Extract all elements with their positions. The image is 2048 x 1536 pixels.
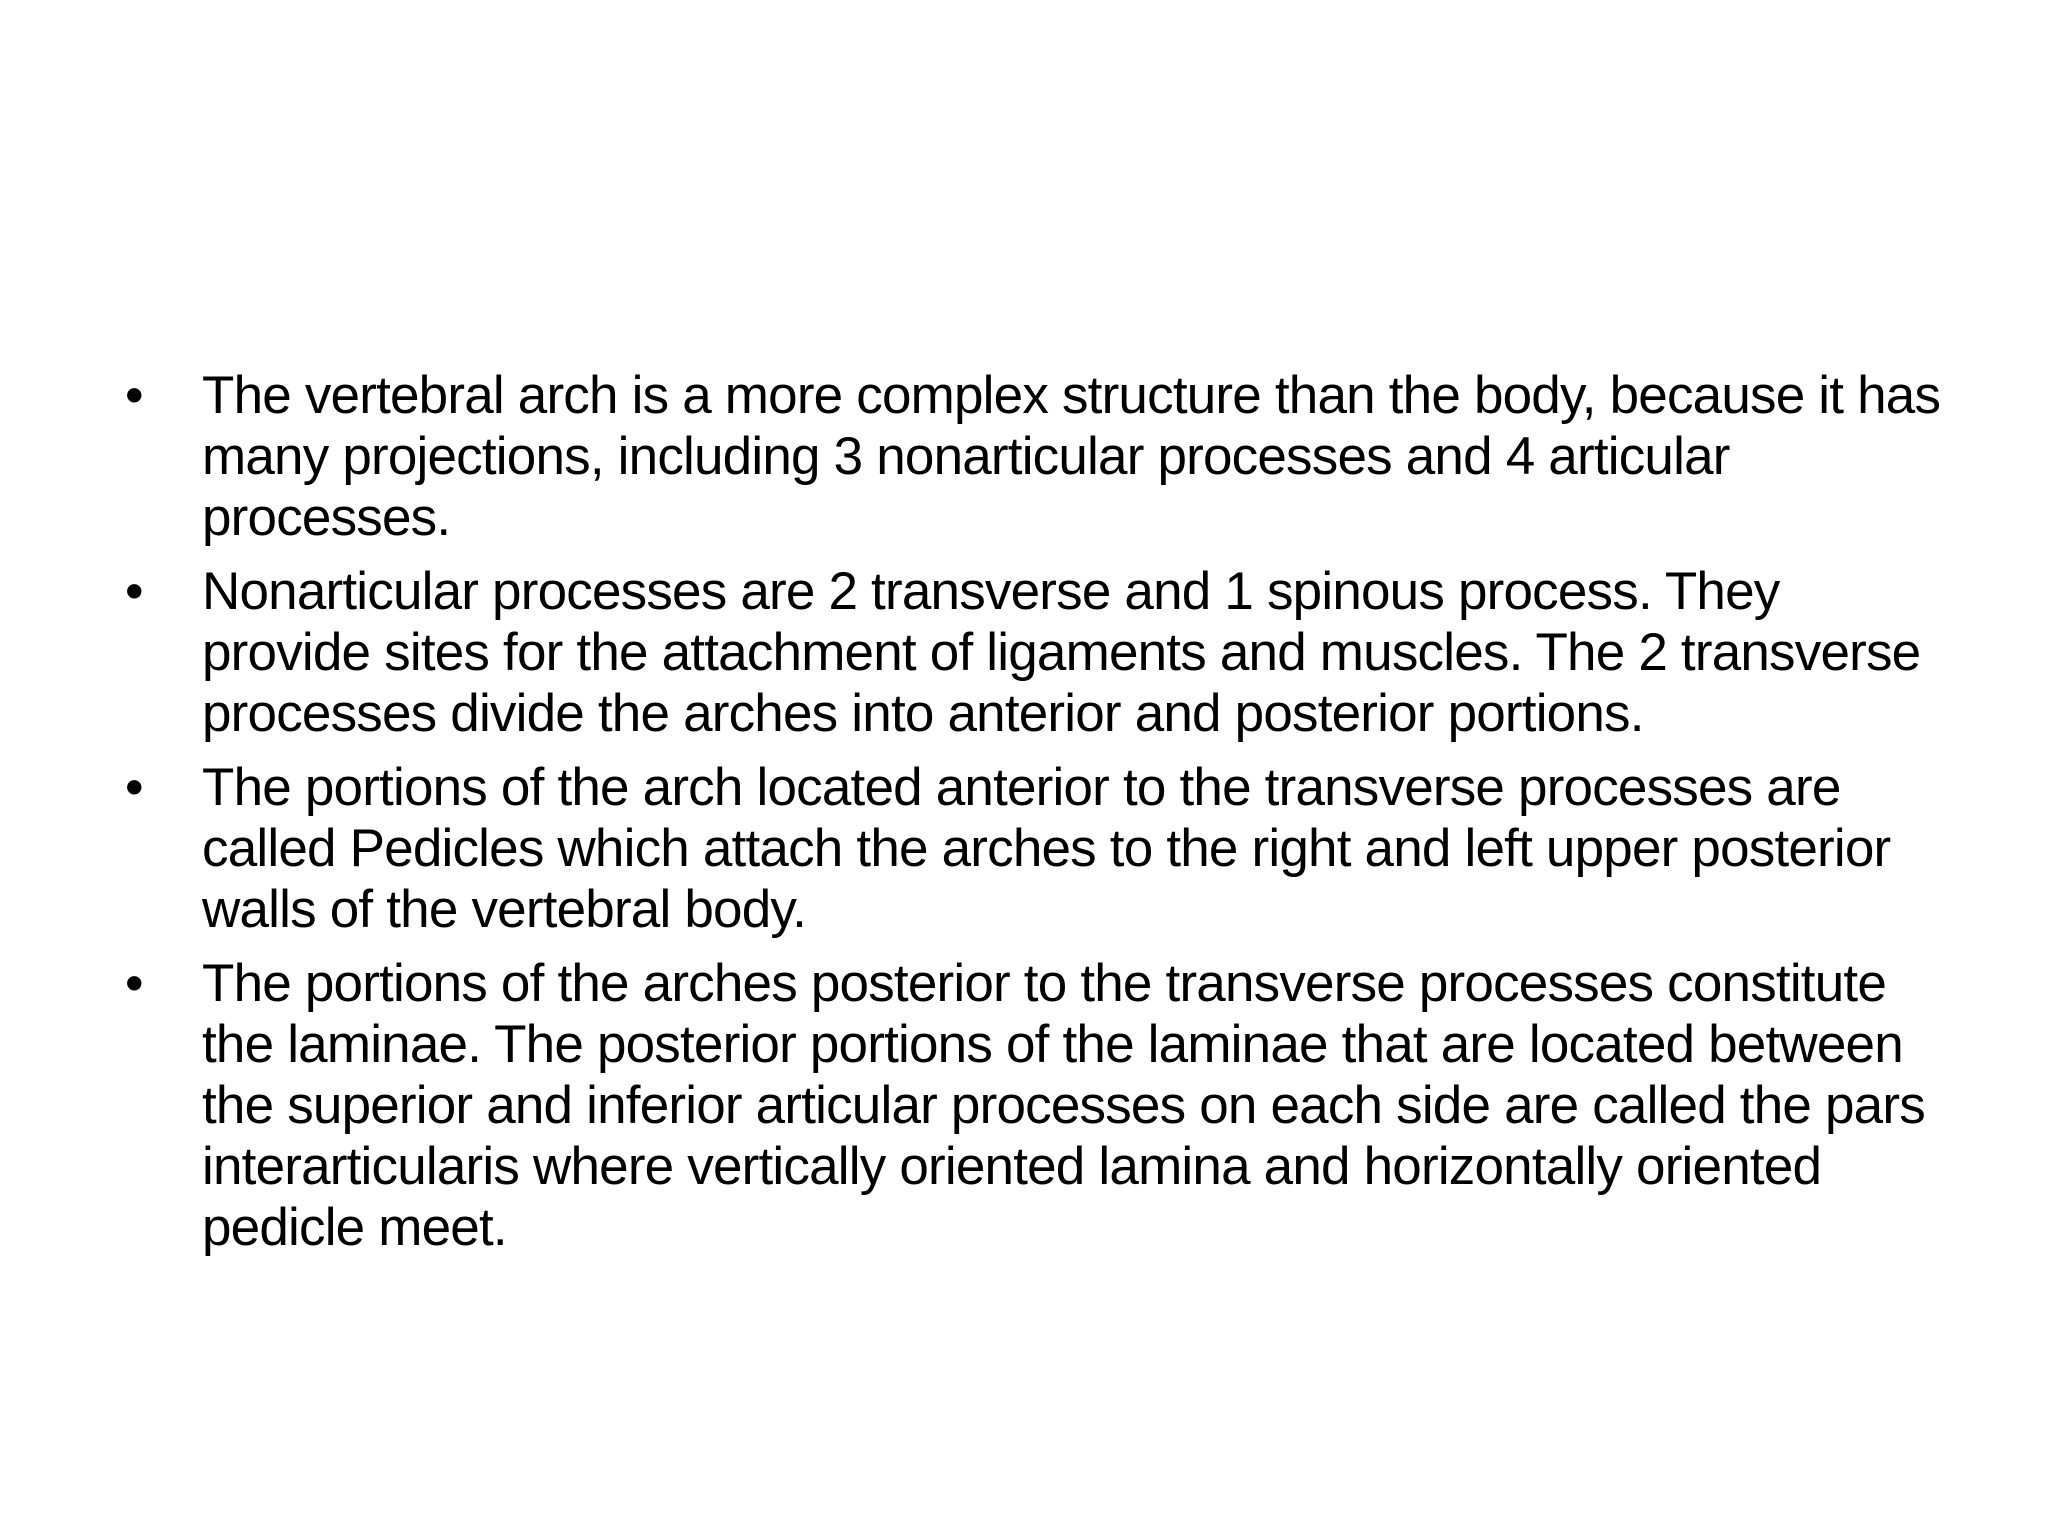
bullet-item <box>125 953 1955 1258</box>
bullet-text: Nonarticular processes are 2 transverse and 1 spinous process. They provide sites for the attachment of ligaments and muscles. The 2 transverse processes divide the arches into anterior and posterior portions. <box>202 562 1921 743</box>
bullet-text: The vertebral arch is a more complex structure than the body, because it has many projections, including 3 nonarticular processes and 4 articular processes. <box>202 366 1941 547</box>
bullet-text: The portions of the arch located anterior to the transverse processes are called Pedicles which attach the arches to the right and left upper posterior walls of the vertebral body. <box>202 758 1891 939</box>
bullet-dot: • <box>125 954 143 1013</box>
bullet-item <box>125 365 1955 548</box>
bullet-dot: • <box>125 562 143 621</box>
bullet-dot: • <box>125 758 143 817</box>
bullet-text: The portions of the arches posterior to the transverse processes constitute the laminae. The posterior portions of the laminae that are located between the superior and inferior articular processes on each side are called the pars interarticularis where vertically oriented lamina and horizontally oriented pedicle meet. <box>202 954 1925 1257</box>
bullet-item <box>125 757 1955 940</box>
bullet-dot: • <box>125 366 143 425</box>
bullet-list <box>125 365 1955 1271</box>
bullet-item <box>125 561 1955 744</box>
